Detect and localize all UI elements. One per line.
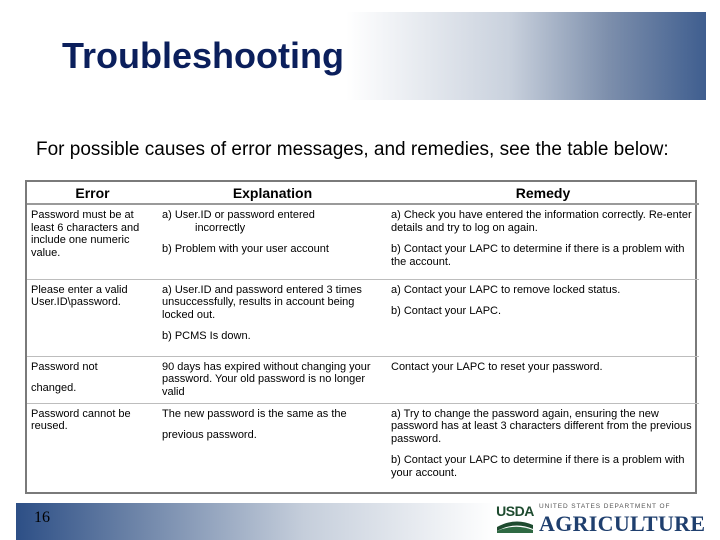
remedy-cell	[387, 204, 699, 279]
error-text: Please enter a valid User.ID\password.	[31, 283, 128, 308]
remedy-text: b) Contact your LAPC.	[391, 305, 502, 317]
column-header-explanation: Explanation	[158, 182, 387, 204]
error-cell	[27, 356, 158, 403]
explanation-text: a) User.ID or password entered	[162, 209, 315, 221]
intro-text: For possible causes of error messages, and remedies, see the table below:	[36, 139, 669, 160]
explanation-text: b) PCMS Is down.	[162, 330, 251, 342]
usda-logo	[495, 503, 707, 537]
error-text: Password not	[31, 360, 98, 373]
usda-mark-text: USDA	[496, 503, 534, 519]
remedy-cell	[387, 356, 699, 403]
explanation-text: previous password.	[162, 429, 257, 441]
table-header-row	[27, 182, 699, 204]
explanation-text: a) User.ID and password entered 3 times unsuccessfully, results in account being locked out.	[162, 283, 362, 321]
explanation-cell	[158, 403, 387, 492]
explanation-text: 90 days has expired without changing your password. Your old password is no longer valid	[162, 360, 371, 398]
remedy-text: b) Contact your LAPC to determine if there is a problem with the account.	[391, 243, 685, 268]
table-row	[27, 356, 699, 403]
remedy-text: a) Check you have entered the information correctly. Re-enter details and try to log on again.	[391, 209, 692, 234]
error-text: changed.	[31, 382, 77, 394]
explanation-text: b) Problem with your user account	[162, 243, 329, 255]
error-cell	[27, 279, 158, 356]
error-text: Password must be at least 6 characters and include one numeric value.	[31, 209, 140, 259]
troubleshooting-table	[25, 180, 697, 494]
agriculture-wordmark: AGRICULTURE	[539, 511, 706, 536]
table-row	[27, 279, 699, 356]
table-row	[27, 403, 699, 492]
column-header-error: Error	[27, 182, 158, 204]
remedy-text: a) Contact your LAPC to remove locked status.	[391, 283, 621, 296]
column-header-remedy: Remedy	[387, 182, 699, 204]
explanation-text: incorrectly	[195, 221, 246, 234]
footer-banner	[16, 503, 496, 540]
error-cell	[27, 204, 158, 279]
remedy-text: Contact your LAPC to reset your password.	[391, 360, 603, 373]
page-title: Troubleshooting	[62, 35, 344, 76]
explanation-text: The new password is the same as the	[162, 407, 347, 420]
explanation-cell	[158, 204, 387, 279]
remedy-text: a) Try to change the password again, ensuring the new password has at least 3 characters different from the previous password.	[391, 407, 692, 445]
page-number: 16	[34, 509, 50, 526]
error-text: Password cannot be reused.	[31, 407, 131, 432]
remedy-cell	[387, 403, 699, 492]
remedy-cell	[387, 279, 699, 356]
department-line: UNITED STATES DEPARTMENT OF	[539, 503, 671, 510]
table-row	[27, 204, 699, 279]
explanation-cell	[158, 279, 387, 356]
error-cell	[27, 403, 158, 492]
remedy-text: b) Contact your LAPC to determine if there is a problem with your account.	[391, 454, 685, 479]
explanation-cell	[158, 356, 387, 403]
